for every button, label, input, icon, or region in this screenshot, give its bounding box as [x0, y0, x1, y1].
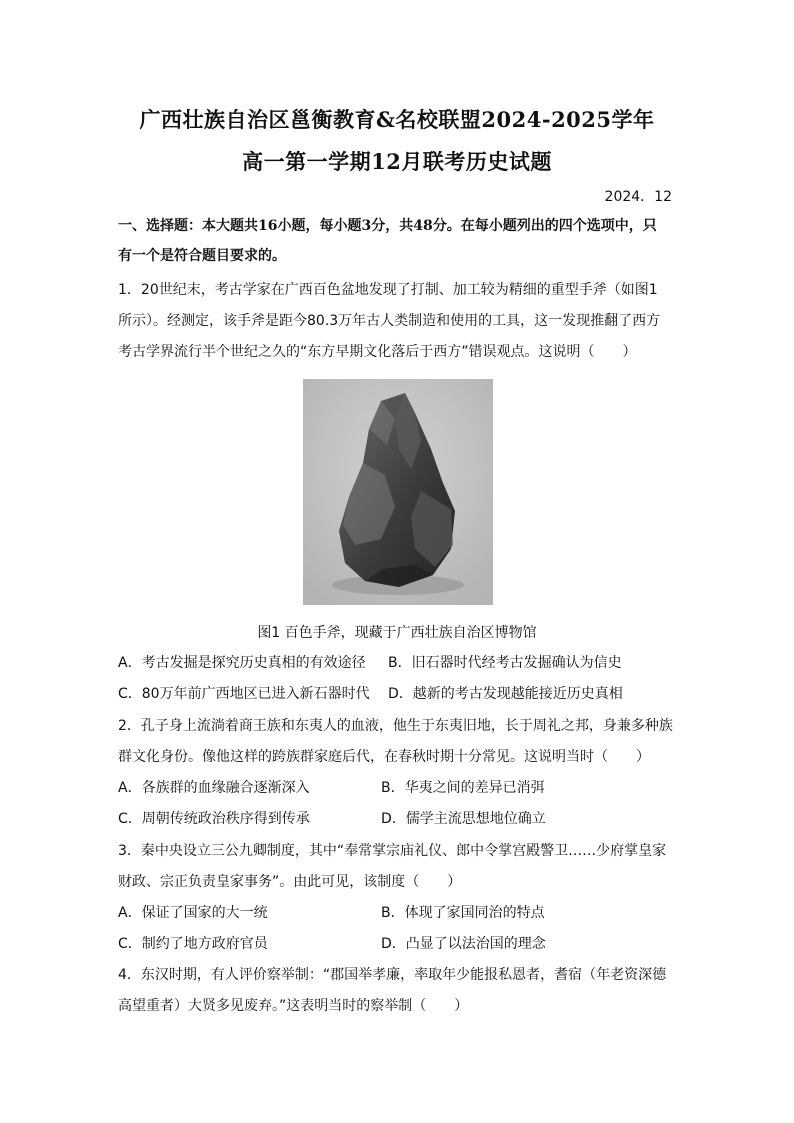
q2-option-b[interactable]: B．华夷之间的差异已消弭 — [381, 780, 545, 796]
q1-option-b[interactable]: B．旧石器时代经考古发掘确认为信史 — [388, 655, 622, 671]
figure-caption: 图1 百色手斧，现藏于广西壮族自治区博物馆 — [257, 625, 537, 641]
q3-option-a[interactable]: A．保证了国家的大一统 — [118, 905, 268, 921]
q1-stem-line3: 考古学界流行半个世纪之久的“东方早期文化落后于西方”错误观点。这说明（ ） — [118, 344, 637, 360]
section-instructions-line2: 有一个是符合题目要求的。 — [118, 248, 286, 264]
exam-title-line1: 广西壮族自治区邕衡教育&名校联盟2024-2025学年 — [139, 107, 655, 132]
hand-axe-photo — [303, 379, 493, 605]
q3-stem-line1: 3．秦中央设立三公九卿制度，其中“奉常掌宗庙礼仪、郎中令掌宫殿警卫……少府掌皇家 — [118, 843, 667, 859]
exam-date: 2024．12 — [604, 189, 672, 205]
q4-stem-line2: 高望重者）大贤多见废弃。”这表明当时的察举制（ ） — [118, 998, 469, 1014]
q2-option-c[interactable]: C．周朝传统政治秩序得到传承 — [118, 811, 310, 827]
exam-title-line2: 高一第一学期12月联考历史试题 — [242, 149, 552, 174]
section-instructions-line1: 一、选择题：本大题共16小题，每小题3分，共48分。在每小题列出的四个选项中，只 — [118, 218, 657, 234]
q2-stem-line2: 群文化身份。像他这样的跨族群家庭后代，在春秋时期十分常见。这说明当时（ ） — [118, 749, 650, 765]
hand-axe-image — [303, 379, 493, 605]
q2-stem-line1: 2．孔子身上流淌着商王族和东夷人的血液，他生于东夷旧地，长于周礼之邦，身兼多种族 — [118, 718, 673, 734]
q1-option-d[interactable]: D．越新的考古发现越能接近历史真相 — [388, 686, 623, 702]
q1-stem-line2: 所示）。经测定，该手斧是距今80.3万年古人类制造和使用的工具，这一发现推翻了西方 — [118, 313, 661, 329]
q1-option-a[interactable]: A．考古发掘是探究历史真相的有效途径 — [118, 655, 366, 671]
q3-option-b[interactable]: B．体现了家国同治的特点 — [381, 905, 545, 921]
q3-stem-line2: 财政、宗正负责皇家事务”。由此可见，该制度（ ） — [118, 874, 462, 890]
q1-stem-line1: 1．20世纪末，考古学家在广西百色盆地发现了打制、加工较为精细的重型手斧（如图1 — [118, 282, 658, 298]
q1-option-c[interactable]: C．80万年前广西地区已进入新石器时代 — [118, 686, 370, 702]
q3-option-c[interactable]: C．制约了地方政府官员 — [118, 936, 268, 952]
q3-option-d[interactable]: D．凸显了以法治国的理念 — [381, 936, 546, 952]
q4-stem-line1: 4．东汉时期，有人评价察举制：“郡国举孝廉，率取年少能报私恩者，耆宿（年老资深德 — [118, 967, 667, 983]
q2-option-d[interactable]: D．儒学主流思想地位确立 — [381, 811, 546, 827]
q2-option-a[interactable]: A．各族群的血缘融合逐渐深入 — [118, 780, 310, 796]
